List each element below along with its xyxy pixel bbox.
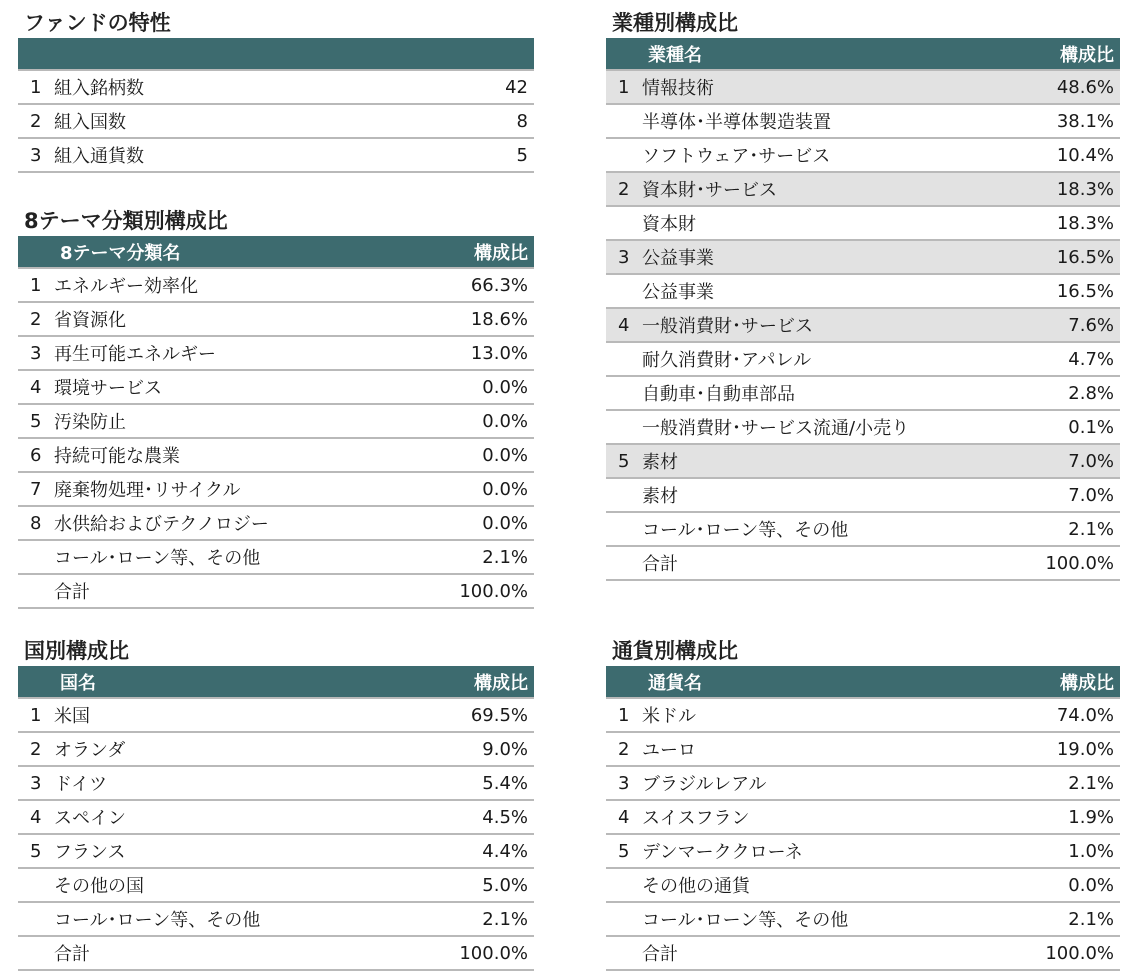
table-row <box>606 104 1120 138</box>
table-row <box>18 902 534 936</box>
row-value: 2.8% <box>990 376 1120 410</box>
industry-section <box>606 9 1120 581</box>
row-label: 公益事業 <box>642 274 990 308</box>
row-number: 3 <box>18 336 54 370</box>
table-row <box>18 936 534 970</box>
row-label: コール･ローン等、その他 <box>642 512 990 546</box>
row-value: 18.3% <box>990 206 1120 240</box>
fund-table-body <box>18 70 534 172</box>
row-number: 5 <box>18 404 54 438</box>
row-label: 半導体･半導体製造装置 <box>642 104 990 138</box>
industry-header-row <box>606 38 1120 70</box>
row-label: 資本財･サービス <box>642 172 990 206</box>
row-number: 2 <box>18 732 54 766</box>
industry-header-value: 構成比 <box>1060 44 1114 66</box>
row-value: 66.3% <box>404 268 534 302</box>
row-number <box>606 546 642 580</box>
row-number <box>606 274 642 308</box>
table-row <box>606 342 1120 376</box>
row-label: ソフトウェア･サービス <box>642 138 990 172</box>
row-number: 5 <box>606 834 642 868</box>
table-row <box>606 902 1120 936</box>
row-number <box>18 574 54 608</box>
row-value: 2.1% <box>990 902 1120 936</box>
row-value: 2.1% <box>990 766 1120 800</box>
row-value: 0.0% <box>404 438 534 472</box>
table-row <box>606 206 1120 240</box>
row-number: 1 <box>18 268 54 302</box>
row-value: 13.0% <box>404 336 534 370</box>
row-value: 4.4% <box>404 834 534 868</box>
row-label: エネルギー効率化 <box>54 268 404 302</box>
row-value: 16.5% <box>990 240 1120 274</box>
row-value: 74.0% <box>990 698 1120 732</box>
row-label: 自動車･自動車部品 <box>642 376 990 410</box>
row-value: 100.0% <box>990 936 1120 970</box>
row-number <box>18 540 54 574</box>
table-row <box>18 336 534 370</box>
row-label: 素材 <box>642 444 990 478</box>
row-number: 2 <box>606 172 642 206</box>
table-row <box>18 574 534 608</box>
row-label: 米国 <box>54 698 404 732</box>
table-row <box>606 512 1120 546</box>
row-label: ドイツ <box>54 766 404 800</box>
country-header-row <box>18 666 534 698</box>
table-row <box>606 698 1120 732</box>
row-label: 耐久消費財･アパレル <box>642 342 990 376</box>
currency-header-name: 通貨名 <box>648 672 702 694</box>
table-row <box>18 766 534 800</box>
industry-header-name: 業種名 <box>648 44 702 66</box>
row-value: 2.1% <box>990 512 1120 546</box>
row-value: 4.7% <box>990 342 1120 376</box>
table-row <box>606 274 1120 308</box>
table-row <box>606 546 1120 580</box>
table-row <box>606 70 1120 104</box>
row-label: コール･ローン等、その他 <box>642 902 990 936</box>
row-label: 省資源化 <box>54 302 404 336</box>
fund-characteristics-title: ファンドの特性 <box>24 11 171 35</box>
row-label: スイスフラン <box>642 800 990 834</box>
country-title: 国別構成比 <box>24 639 129 663</box>
table-row <box>18 70 534 104</box>
row-label: 廃棄物処理･リサイクル <box>54 472 404 506</box>
row-value: 100.0% <box>990 546 1120 580</box>
table-row <box>18 404 534 438</box>
row-value: 100.0% <box>404 936 534 970</box>
row-number: 4 <box>606 308 642 342</box>
row-value: 100.0% <box>404 574 534 608</box>
currency-header-row <box>606 666 1120 698</box>
currency-table-body <box>606 698 1120 970</box>
row-label: 米ドル <box>642 698 990 732</box>
theme-title: 8テーマ分類別構成比 <box>24 209 228 233</box>
table-row <box>606 800 1120 834</box>
table-row <box>606 868 1120 902</box>
fund-characteristics-table <box>18 38 534 173</box>
table-row <box>18 138 534 172</box>
row-number <box>606 936 642 970</box>
row-label: ユーロ <box>642 732 990 766</box>
row-value: 9.0% <box>404 732 534 766</box>
row-label: 水供給およびテクノロジー <box>54 506 404 540</box>
row-value: 38.1% <box>990 104 1120 138</box>
row-number <box>606 376 642 410</box>
row-number <box>606 512 642 546</box>
table-row <box>606 240 1120 274</box>
table-row <box>18 104 534 138</box>
table-row <box>606 444 1120 478</box>
table-row <box>606 308 1120 342</box>
row-label: コール･ローン等、その他 <box>54 902 404 936</box>
row-label: 公益事業 <box>642 240 990 274</box>
row-number: 8 <box>18 506 54 540</box>
table-row <box>606 478 1120 512</box>
row-label: 素材 <box>642 478 990 512</box>
industry-table <box>606 38 1120 581</box>
row-number: 3 <box>18 138 54 172</box>
row-number <box>18 936 54 970</box>
theme-table-body <box>18 268 534 608</box>
row-number: 3 <box>606 240 642 274</box>
row-value: 5.0% <box>404 868 534 902</box>
row-number <box>606 410 642 444</box>
table-row <box>18 472 534 506</box>
row-label: 組入通貨数 <box>54 138 404 172</box>
row-label: 再生可能エネルギー <box>54 336 404 370</box>
theme-section <box>18 207 534 609</box>
row-number: 5 <box>606 444 642 478</box>
row-number <box>18 868 54 902</box>
row-value: 5.4% <box>404 766 534 800</box>
row-value: 0.0% <box>990 868 1120 902</box>
row-number: 2 <box>18 104 54 138</box>
row-value: 0.0% <box>404 472 534 506</box>
country-table <box>18 666 534 971</box>
row-value: 1.0% <box>990 834 1120 868</box>
row-value: 4.5% <box>404 800 534 834</box>
row-number: 6 <box>18 438 54 472</box>
row-label: 組入銘柄数 <box>54 70 404 104</box>
row-value: 0.0% <box>404 370 534 404</box>
row-value: 18.3% <box>990 172 1120 206</box>
currency-table <box>606 666 1120 971</box>
row-number: 3 <box>606 766 642 800</box>
row-label: 持続可能な農業 <box>54 438 404 472</box>
row-value: 48.6% <box>990 70 1120 104</box>
row-label: 一般消費財･サービス <box>642 308 990 342</box>
row-number: 7 <box>18 472 54 506</box>
row-value: 18.6% <box>404 302 534 336</box>
table-row <box>18 268 534 302</box>
table-row <box>18 732 534 766</box>
theme-header-value: 構成比 <box>474 242 528 264</box>
country-header-value: 構成比 <box>474 672 528 694</box>
currency-title: 通貨別構成比 <box>612 639 738 663</box>
table-row <box>18 834 534 868</box>
table-row <box>18 698 534 732</box>
table-row <box>18 868 534 902</box>
row-value: 16.5% <box>990 274 1120 308</box>
table-row <box>606 732 1120 766</box>
table-row <box>18 302 534 336</box>
row-number <box>18 902 54 936</box>
row-label: 環境サービス <box>54 370 404 404</box>
row-label: 資本財 <box>642 206 990 240</box>
row-label: デンマーククローネ <box>642 834 990 868</box>
row-number <box>606 342 642 376</box>
table-row <box>18 370 534 404</box>
table-row <box>18 540 534 574</box>
row-label: スペイン <box>54 800 404 834</box>
row-number <box>606 206 642 240</box>
row-label: 一般消費財･サービス流通/小売り <box>642 410 990 444</box>
theme-table <box>18 236 534 609</box>
theme-header-name: 8テーマ分類名 <box>60 242 181 264</box>
table-row <box>606 172 1120 206</box>
row-number: 2 <box>606 732 642 766</box>
row-value: 2.1% <box>404 540 534 574</box>
table-row <box>606 766 1120 800</box>
table-row <box>606 834 1120 868</box>
table-row <box>606 376 1120 410</box>
row-label: 組入国数 <box>54 104 404 138</box>
row-value: 19.0% <box>990 732 1120 766</box>
row-value: 69.5% <box>404 698 534 732</box>
row-number: 1 <box>606 70 642 104</box>
industry-title: 業種別構成比 <box>612 11 738 35</box>
country-header-name: 国名 <box>60 672 96 694</box>
row-number: 4 <box>18 800 54 834</box>
row-value: 0.1% <box>990 410 1120 444</box>
fund-header-row <box>18 38 534 70</box>
row-label: オランダ <box>54 732 404 766</box>
row-value: 7.0% <box>990 478 1120 512</box>
row-number: 1 <box>18 70 54 104</box>
row-number: 1 <box>18 698 54 732</box>
row-label: ブラジルレアル <box>642 766 990 800</box>
row-number: 4 <box>606 800 642 834</box>
industry-table-body <box>606 70 1120 580</box>
row-value: 8 <box>404 104 534 138</box>
row-number: 5 <box>18 834 54 868</box>
row-value: 42 <box>404 70 534 104</box>
row-value: 0.0% <box>404 404 534 438</box>
row-label: 合計 <box>54 936 404 970</box>
table-row <box>606 410 1120 444</box>
table-row <box>18 800 534 834</box>
row-label: 情報技術 <box>642 70 990 104</box>
row-value: 5 <box>404 138 534 172</box>
row-number: 1 <box>606 698 642 732</box>
row-value: 7.0% <box>990 444 1120 478</box>
row-number: 3 <box>18 766 54 800</box>
row-value: 2.1% <box>404 902 534 936</box>
row-label: 合計 <box>642 546 990 580</box>
row-number <box>606 138 642 172</box>
row-label: コール･ローン等、その他 <box>54 540 404 574</box>
row-number <box>606 868 642 902</box>
row-label: その他の通貨 <box>642 868 990 902</box>
country-table-body <box>18 698 534 970</box>
row-number <box>606 478 642 512</box>
row-number: 4 <box>18 370 54 404</box>
currency-section <box>606 637 1120 971</box>
row-value: 10.4% <box>990 138 1120 172</box>
fund-characteristics-section <box>18 9 534 173</box>
row-value: 1.9% <box>990 800 1120 834</box>
country-section <box>18 637 534 971</box>
row-value: 0.0% <box>404 506 534 540</box>
table-row <box>18 506 534 540</box>
currency-header-value: 構成比 <box>1060 672 1114 694</box>
row-number: 2 <box>18 302 54 336</box>
row-number <box>606 104 642 138</box>
row-number <box>606 902 642 936</box>
table-row <box>606 936 1120 970</box>
table-row <box>606 138 1120 172</box>
row-label: その他の国 <box>54 868 404 902</box>
theme-header-row <box>18 236 534 268</box>
row-label: 合計 <box>642 936 990 970</box>
row-label: 汚染防止 <box>54 404 404 438</box>
row-label: フランス <box>54 834 404 868</box>
row-value: 7.6% <box>990 308 1120 342</box>
row-label: 合計 <box>54 574 404 608</box>
table-row <box>18 438 534 472</box>
